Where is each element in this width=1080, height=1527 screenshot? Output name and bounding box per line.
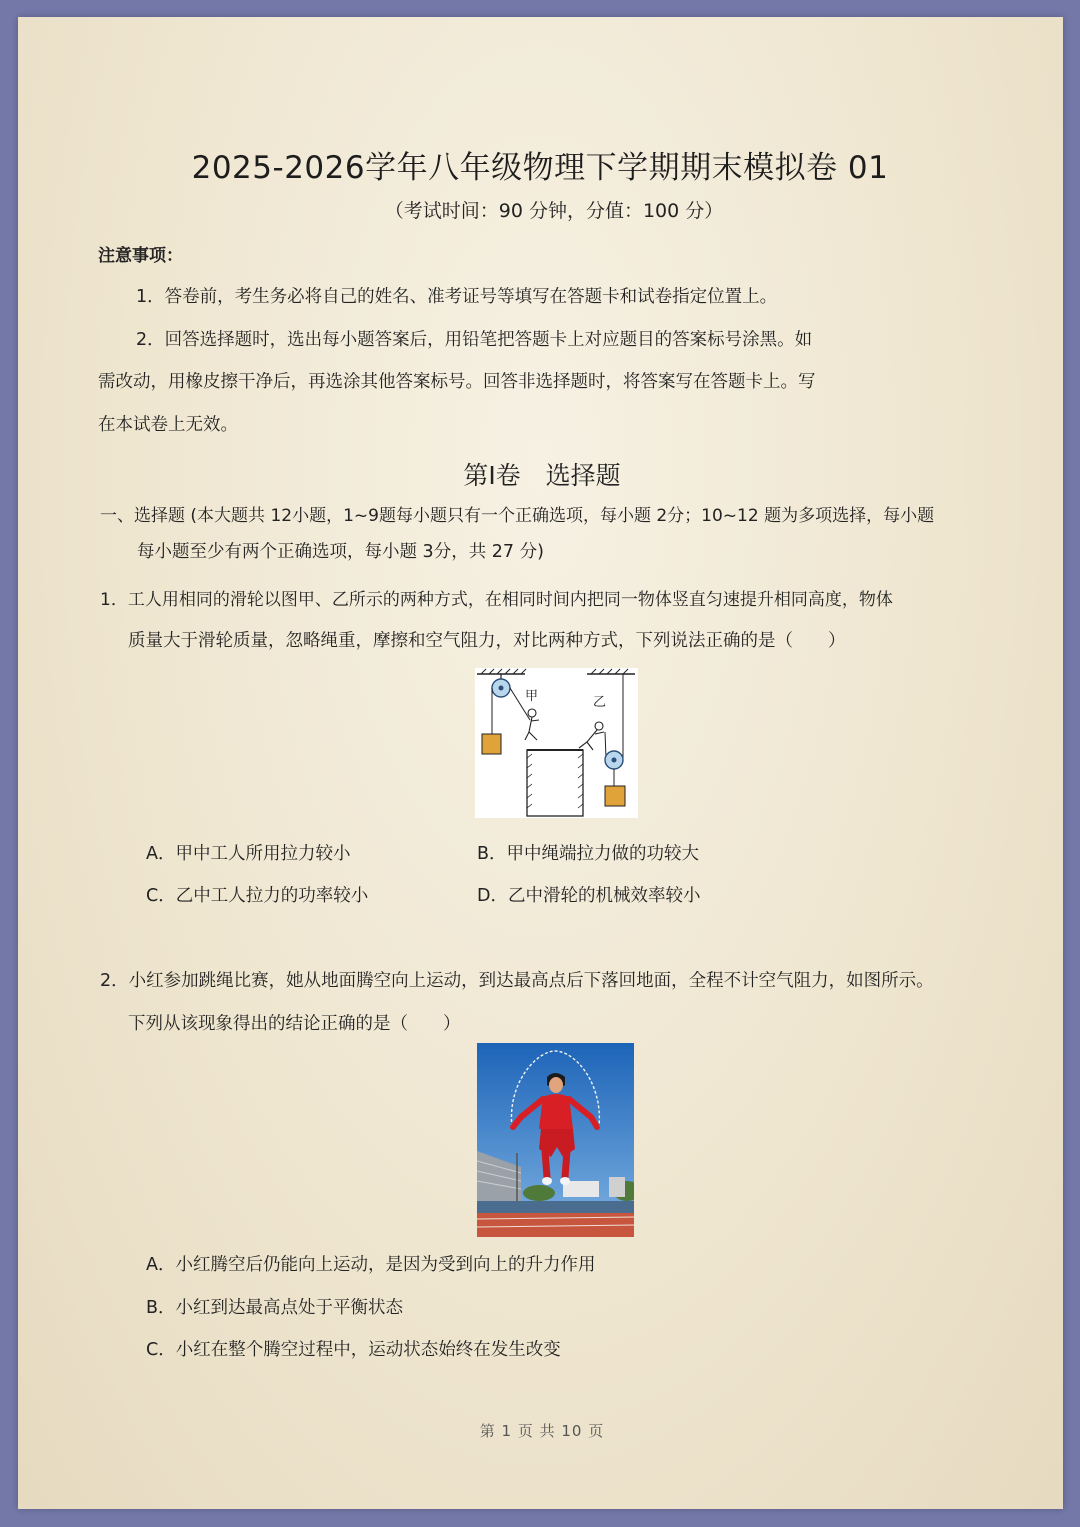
fig-label-yi: 乙 (593, 695, 607, 710)
pulley-diagram (475, 668, 638, 818)
q1-option-b: B．甲中绳端拉力做的功较大 (477, 844, 700, 864)
notice-item-1: 1．答卷前，考生务必将自己的姓名、准考证号等填写在答题卡和试卷指定位置上。 (136, 287, 778, 307)
q2-stem-line-2: 下列从该现象得出的结论正确的是（ ） (128, 1014, 461, 1034)
q1-stem-line-1: 1．工人用相同的滑轮以图甲、乙所示的两种方式，在相同时间内把同一物体竖直匀速提升相同高度，物体 (100, 590, 893, 610)
q1-option-c: C．乙中工人拉力的功率较小 (146, 886, 369, 906)
q2-option-c: C．小红在整个腾空过程中，运动状态始终在发生改变 (146, 1340, 561, 1360)
fig-label-jia: 甲 (525, 689, 539, 704)
section-intro-line-1: 一、选择题 (本大题共 12小题，1~9题每小题只有一个正确选项，每小题 2分；10~12 题为多项选择，每小题 (100, 506, 935, 526)
section-intro-line-2: 每小题至少有两个正确选项，每小题 3分，共 27 分) (137, 542, 544, 562)
page-number: 第 1 页 共 10 页 (479, 1422, 605, 1440)
q1-option-a: A．甲中工人所用拉力较小 (146, 844, 351, 864)
q2-option-a: A．小红腾空后仍能向上运动，是因为受到向上的升力作用 (146, 1255, 596, 1275)
notice-item-2-line-3: 在本试卷上无效。 (98, 415, 238, 435)
q1-option-d: D．乙中滑轮的机械效率较小 (477, 886, 701, 906)
exam-subtitle: （考试时间：90 分钟，分值：100 分） (384, 200, 724, 222)
notice-item-2-line-1: 2．回答选择题时，选出每小题答案后，用铅笔把答题卡上对应题目的答案标号涂黑。如 (136, 330, 813, 350)
q2-option-b: B．小红到达最高点处于平衡状态 (146, 1298, 404, 1318)
notice-item-2-line-2: 需改动，用橡皮擦干净后，再选涂其他答案标号。回答非选择题时，将答案写在答题卡上。写 (98, 372, 816, 392)
q1-stem-line-2: 质量大于滑轮质量，忽略绳重，摩擦和空气阻力，对比两种方式，下列说法正确的是（ ） (128, 631, 846, 651)
exam-title: 2025-2026学年八年级物理下学期期末模拟卷 01 (191, 150, 889, 186)
q2-stem-line-1: 2．小红参加跳绳比赛，她从地面腾空向上运动，到达最高点后下落回地面，全程不计空气阻力，如图所示。 (100, 971, 934, 991)
jump-rope-photo (477, 1043, 634, 1237)
section-title: 第Ⅰ卷 选择题 (463, 461, 621, 490)
notice-heading: 注意事项： (98, 246, 183, 266)
